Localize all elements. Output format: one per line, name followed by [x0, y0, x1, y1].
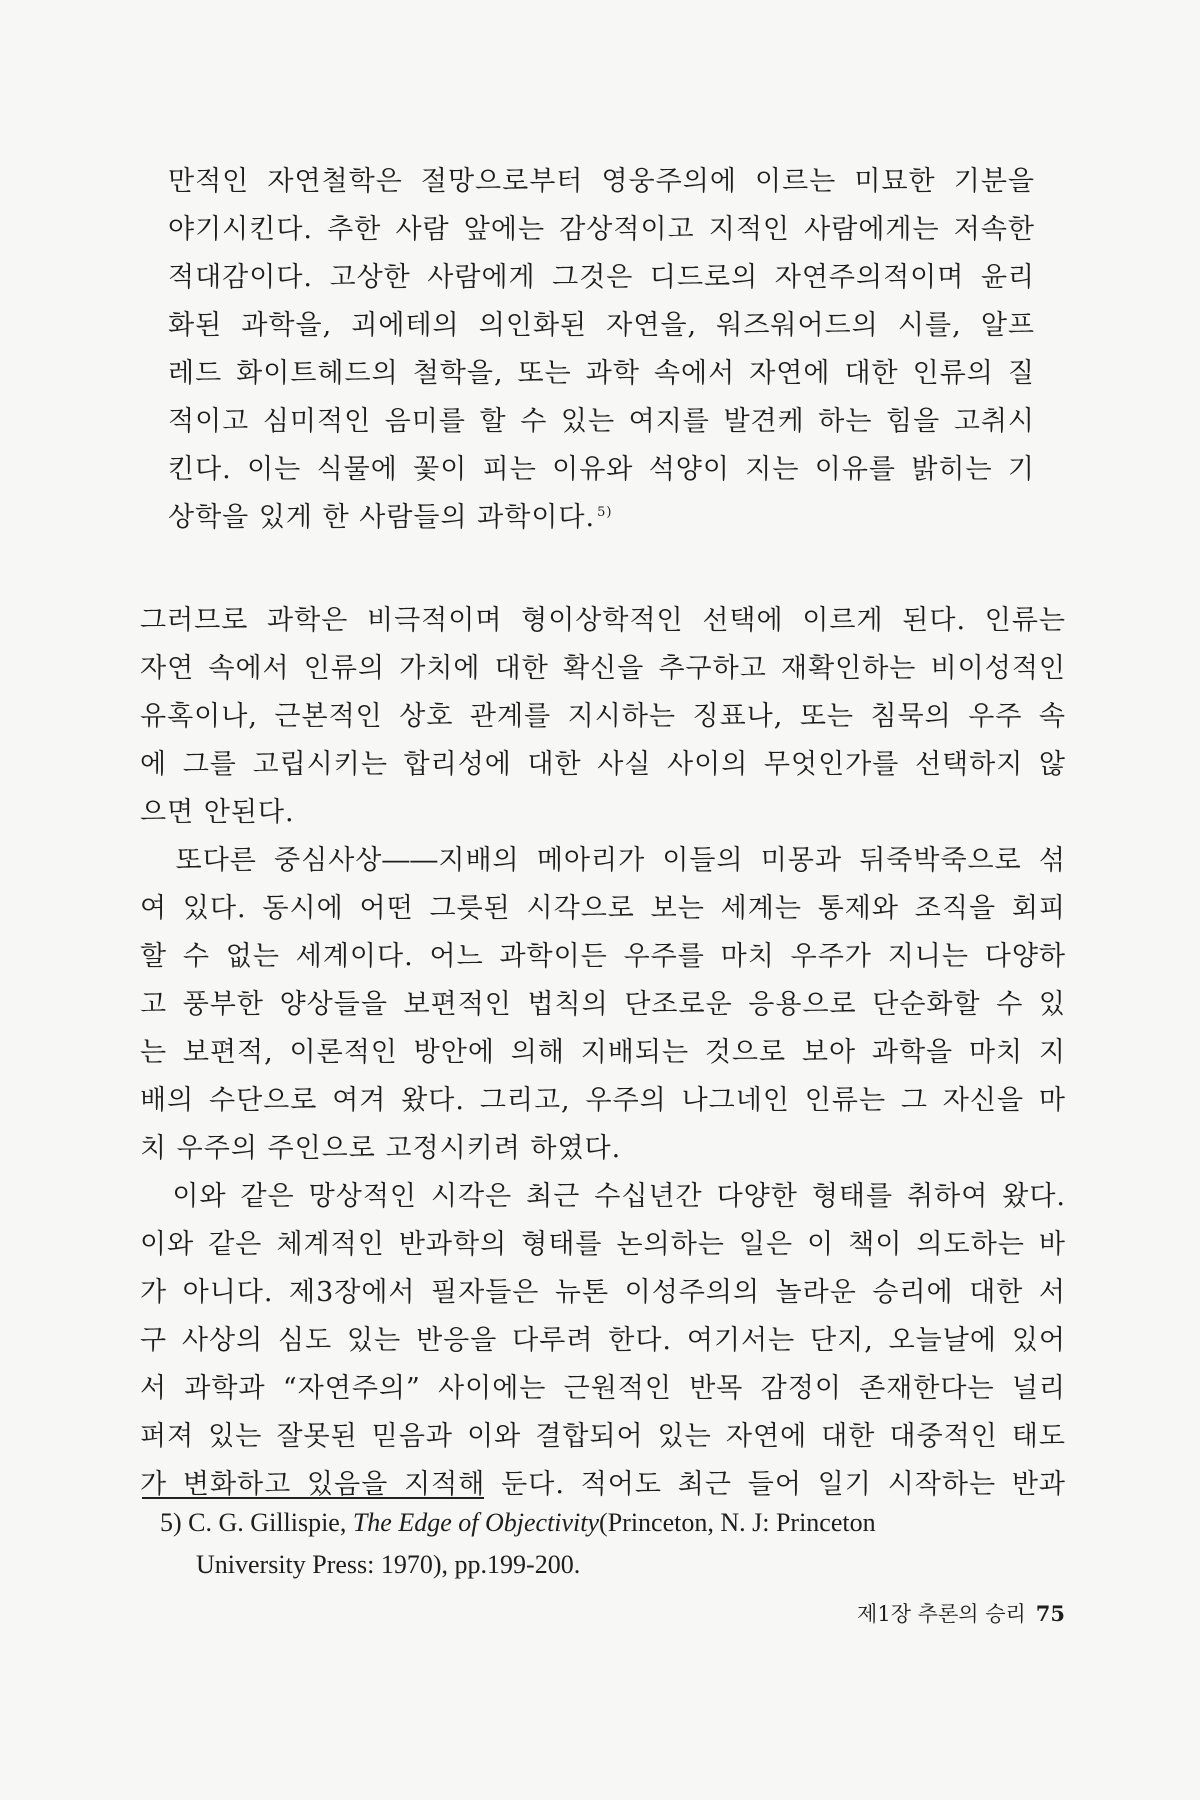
body-line: 에 그를 고립시키는 합리성에 대한 사실 사이의 무엇인가를 선택하지 않	[140, 749, 1066, 780]
body-line: 구 사상의 심도 있는 반응을 다루려 한다. 여기서는 단지, 오늘날에 있어	[140, 1325, 1066, 1356]
page-number: 75	[1035, 1601, 1065, 1626]
quote-line: 만적인 자연철학은 절망으로부터 영웅주의에 이르는 미묘한 기분을	[168, 166, 1035, 197]
body-line: 퍼져 있는 잘못된 믿음과 이와 결합되어 있는 자연에 대한 대중적인 태도	[140, 1421, 1066, 1452]
chapter-title: 제1장 추론의 승리	[857, 1602, 1026, 1626]
footnote-divider	[142, 1497, 484, 1499]
body-text	[140, 597, 1066, 1509]
body-line: 또다른 중심사상――지배의 메아리가 이들의 미몽과 뒤죽박죽으로 섞	[140, 845, 1066, 876]
footnote-line-2: University Press: 1970), pp.199-200.	[196, 1550, 581, 1579]
footnote-publisher: (Princeton, N. J: Princeton	[599, 1508, 876, 1537]
quote-line-last	[168, 494, 1035, 542]
body-line: 이와 같은 망상적인 시각은 최근 수십년간 다양한 형태를 취하여 왔다.	[140, 1181, 1066, 1212]
body-line: 자연 속에서 인류의 가치에 대한 확신을 추구하고 재확인하는 비이성적인	[140, 653, 1066, 684]
body-line: 는 보편적, 이론적인 방안에 의해 지배되는 것으로 보아 과학을 마치 지	[140, 1037, 1066, 1068]
block-quote	[168, 158, 1035, 542]
quote-line: 화된 과학을, 괴에테의 의인화된 자연을, 워즈워어드의 시를, 알프	[168, 310, 1035, 341]
body-line: 이와 같은 체계적인 반과학의 형태를 논의하는 일은 이 책이 의도하는 바	[140, 1229, 1066, 1260]
footnote	[160, 1502, 1065, 1586]
quote-line: 적이고 심미적인 음미를 할 수 있는 여지를 발견케 하는 힘을 고취시	[168, 406, 1035, 437]
quote-line: 레드 화이트헤드의 철학을, 또는 과학 속에서 자연에 대한 인류의 질	[168, 358, 1035, 389]
body-line: 으면 안된다.	[140, 797, 295, 828]
footnote-marker: 5)	[160, 1508, 182, 1537]
body-line: 가 아니다. 제3장에서 필자들은 뉴톤 이성주의의 놀라운 승리에 대한 서	[140, 1277, 1066, 1308]
quote-line: 상학을 있게 한 사람들의 과학이다.	[168, 502, 596, 533]
body-line: 여 있다. 동시에 어떤 그릇된 시각으로 보는 세계는 통제와 조직을 회피	[140, 893, 1066, 924]
footnote-line-1	[160, 1502, 1065, 1544]
footnote-title: The Edge of Objectivity	[352, 1508, 600, 1537]
body-line: 서 과학과 “자연주의” 사이에는 근원적인 반목 감정이 존재한다는 널리	[140, 1373, 1066, 1404]
body-line: 가 변화하고 있음을 지적해 둔다. 적어도 최근 들어 일기 시작하는 반과	[140, 1469, 1066, 1500]
body-line: 배의 수단으로 여겨 왔다. 그리고, 우주의 나그네인 인류는 그 자신을 마	[140, 1085, 1066, 1116]
body-line: 치 우주의 주인으로 고정시키려 하였다.	[140, 1133, 622, 1164]
body-line: 그러므로 과학은 비극적이며 형이상학적인 선택에 이르게 된다. 인류는	[140, 605, 1066, 636]
quote-line: 적대감이다. 고상한 사람에게 그것은 디드로의 자연주의적이며 윤리	[168, 262, 1035, 293]
body-line: 할 수 없는 세계이다. 어느 과학이든 우주를 마치 우주가 지니는 다양하	[140, 941, 1066, 972]
footnote-author: C. G. Gillispie,	[188, 1508, 347, 1537]
body-line: 유혹이나, 근본적인 상호 관계를 지시하는 징표나, 또는 침묵의 우주 속	[140, 701, 1066, 732]
footnote-reference: 5)	[597, 505, 613, 520]
body-line: 고 풍부한 양상들을 보편적인 법칙의 단조로운 응용으로 단순화할 수 있	[140, 989, 1066, 1020]
running-footer	[780, 1598, 1065, 1628]
quote-line: 킨다. 이는 식물에 꽃이 피는 이유와 석양이 지는 이유를 밝히는 기	[168, 454, 1035, 485]
quote-line: 야기시킨다. 추한 사람 앞에는 감상적이고 지적인 사람에게는 저속한	[168, 214, 1035, 245]
